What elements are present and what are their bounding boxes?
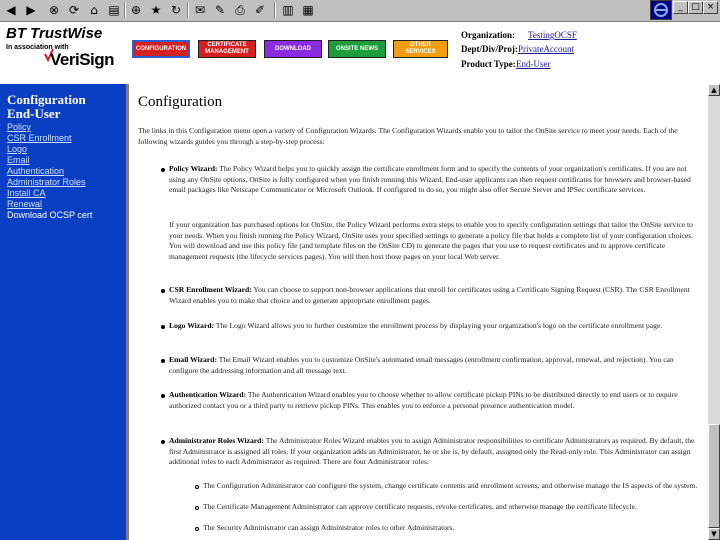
item-text: The Authentication Wizard enables you to choose whether to allow certificate pickup PINs to be distributed directly to end users or to require authorized contact you or a third party to retrieve pickup PINs. This enables you to enforce a personal presence authentication model. <box>169 390 678 410</box>
item-name: Policy Wizard: <box>169 164 218 173</box>
sidebar-item-renewal[interactable]: Renewal <box>7 199 43 209</box>
nav-onsite-news[interactable]: ONSITE NEWS <box>328 40 386 58</box>
item-name: Logo Wizard: <box>169 321 215 330</box>
bullet <box>161 168 165 172</box>
back-icon[interactable]: ◀ <box>6 3 16 17</box>
sidebar <box>0 84 126 540</box>
minimize-button[interactable]: _ <box>673 1 688 14</box>
item-name: Administrator Roles Wizard: <box>169 436 264 445</box>
sidebar-item-authentication[interactable]: Authentication <box>7 166 65 176</box>
organization-value[interactable]: TestingOCSF <box>528 30 577 40</box>
home-icon[interactable]: ⌂ <box>90 3 98 17</box>
browser-logo-icon <box>650 0 672 20</box>
sub-list-item: The Security Administrator can assign Administrator roles to other Administrators. <box>203 523 455 532</box>
sub-bullet <box>195 527 199 531</box>
scroll-down-button[interactable]: ▼ <box>708 528 720 540</box>
vertical-scrollbar[interactable] <box>708 84 720 540</box>
product-value[interactable]: End-User <box>516 59 551 69</box>
association-text: In association with <box>6 44 69 51</box>
nav-download[interactable]: DOWNLOAD <box>264 40 322 58</box>
list-item-policy-options <box>169 220 699 262</box>
sidebar-item-csr-enrollment[interactable]: CSR Enrollment <box>7 133 72 143</box>
search-icon[interactable]: ⊕ <box>130 3 142 17</box>
list-item-administrator-roles-wizard <box>169 436 699 468</box>
item-name: CSR Enrollment Wizard: <box>169 285 252 294</box>
refresh-icon[interactable]: ⟳ <box>68 3 80 17</box>
sidebar-title: Configuration <box>7 92 86 107</box>
maximize-button[interactable]: □ <box>688 1 703 14</box>
toolbar-separator <box>124 3 126 18</box>
sub-list-item: The Configuration Administrator can configure the system, change certificate contents and enrollment screens, and otherwise manage the IS aspects of the system. <box>203 481 698 490</box>
forward-icon[interactable]: ▶ <box>26 3 36 17</box>
sidebar-subtitle: End-User <box>7 106 61 121</box>
stop-icon[interactable]: ⊗ <box>48 3 60 17</box>
item-text: The Email Wizard enables you to customize OnSite's automated email messages (enrollment confirmation, approval, renewal, and rejection). You can configure the addressing information and all message text. <box>169 355 674 375</box>
favorites-icon[interactable]: ★ <box>150 3 162 17</box>
list-item-authentication-wizard <box>169 390 699 411</box>
sidebar-item-administrator-roles[interactable]: Administrator Roles <box>7 177 86 187</box>
dept-label: Dept/Div/Proj: <box>461 44 518 54</box>
sidebar-item-logo[interactable]: Logo <box>7 144 28 154</box>
scroll-thumb[interactable] <box>708 424 720 528</box>
close-button[interactable]: × <box>703 1 718 14</box>
sidebar-item-policy[interactable]: Policy <box>7 122 32 132</box>
browser-toolbar <box>0 0 720 22</box>
messenger-icon[interactable]: ▥ <box>282 3 294 17</box>
nav-other-services[interactable]: OTHER SERVICES <box>393 40 448 58</box>
sidebar-item-email[interactable]: Email <box>7 155 30 165</box>
bullet <box>161 440 165 444</box>
intro-text: The links in this Configuration menu open a variety of Configuration Wizards. The Configuration Wizards enable you to tailor the OnSite service to meet your needs. Each of the following wizards guides you through a step-by-step process: <box>138 126 678 146</box>
bullet <box>161 325 165 329</box>
dept-value[interactable]: PrivateAccount <box>518 44 574 54</box>
history-icon[interactable]: ↻ <box>170 3 182 17</box>
page-title: Configuration <box>138 94 223 110</box>
page-header <box>0 22 720 84</box>
scroll-up-button[interactable]: ▲ <box>708 84 720 96</box>
main-content <box>126 84 708 540</box>
list-item-policy-wizard <box>169 164 699 196</box>
toolbar-separator <box>274 3 276 18</box>
item-text: If your organization has purchased options for OnSite, the Policy Wizard performs extra steps to enable you to specify configuration settings that tailor the OnSite service to your needs. When you finish running the Policy Wizard, OnSite uses your specified settings to generate a policy file that holds a complete list of your configuration choices. You will download and use this policy file (and template files on the OnSite CD) to generate the pages that you use to request certificates and to approve certificate management requests (the lifecycle services pages). You will then host those pages on your local Web server. <box>169 220 694 261</box>
nav-certificate-management[interactable]: CERTIFICATE MANAGEMENT <box>198 40 256 58</box>
mail-icon[interactable]: ✉ <box>194 3 206 17</box>
list-item-logo-wizard <box>169 321 699 332</box>
item-text: You can choose to support non-browser applications that enroll for certificates using a Certificate Signing Request (CSR). The CSR Enrollment Wizard enables you to make that choice and to generate appropriate enrollment pages. <box>169 285 690 305</box>
brand-logo: BT TrustWise <box>6 25 103 42</box>
item-text: The Administrator Roles Wizard enables you to assign Administrator responsibilities to certificate Administrators as required. By default, the first Administrator is assigned all roles. If your organization adds an Administrator, he or she is, by default, assigned only the Read-only role. This Administrator can assign additional roles to each Administrator as required. There are four Administrator roles: <box>169 436 695 466</box>
sidebar-item-download-ocsp-cert[interactable]: Download OCSP cert <box>7 210 93 220</box>
partner-logo: VeriSign <box>50 50 115 69</box>
list-item-csr-wizard <box>169 285 699 306</box>
organization-label: Organization: <box>461 30 515 40</box>
bullet <box>161 359 165 363</box>
item-name: Email Wizard: <box>169 355 218 364</box>
sidebar-item-install-ca[interactable]: Install CA <box>7 188 46 198</box>
list-item-email-wizard <box>169 355 699 376</box>
sub-bullet <box>195 506 199 510</box>
toolbar-separator <box>187 3 189 18</box>
nav-configuration[interactable]: CONFIGURATION <box>132 40 190 58</box>
product-label: Product Type: <box>461 59 516 69</box>
edit-icon[interactable]: ✐ <box>254 3 266 17</box>
notes-icon[interactable]: ▦ <box>302 3 314 17</box>
bullet <box>161 289 165 293</box>
item-text: The Logo Wizard allows you to further customize the enrollment process by displaying your organization's logo on the certificate enrollment page. <box>215 321 663 330</box>
sub-bullet <box>195 485 199 489</box>
discuss-icon[interactable]: ✎ <box>214 3 226 17</box>
item-text: The Policy Wizard helps you to quickly assign the certificate enrollment form and to specify the contents of your organization's certificates. If you are not using any OnSite options, OnSite is fully configured when you finish running this Wizard. End-user applicants can then request certificates for browsers and browser-based email packages like Netscape Communicator or Microsoft Outlook. If configured to do so, you might also offer Secure Server and IPSec certificate services. <box>169 164 691 194</box>
item-name: Authentication Wizard: <box>169 390 247 399</box>
bullet <box>161 394 165 398</box>
print-icon[interactable]: ⎙ <box>235 3 245 17</box>
document-icon[interactable]: ▤ <box>108 3 120 17</box>
sub-list-item: The Certificate Management Administrator can approve certificate requests, revoke certificates, and otherwise manage the certificate lifecycle. <box>203 502 637 511</box>
